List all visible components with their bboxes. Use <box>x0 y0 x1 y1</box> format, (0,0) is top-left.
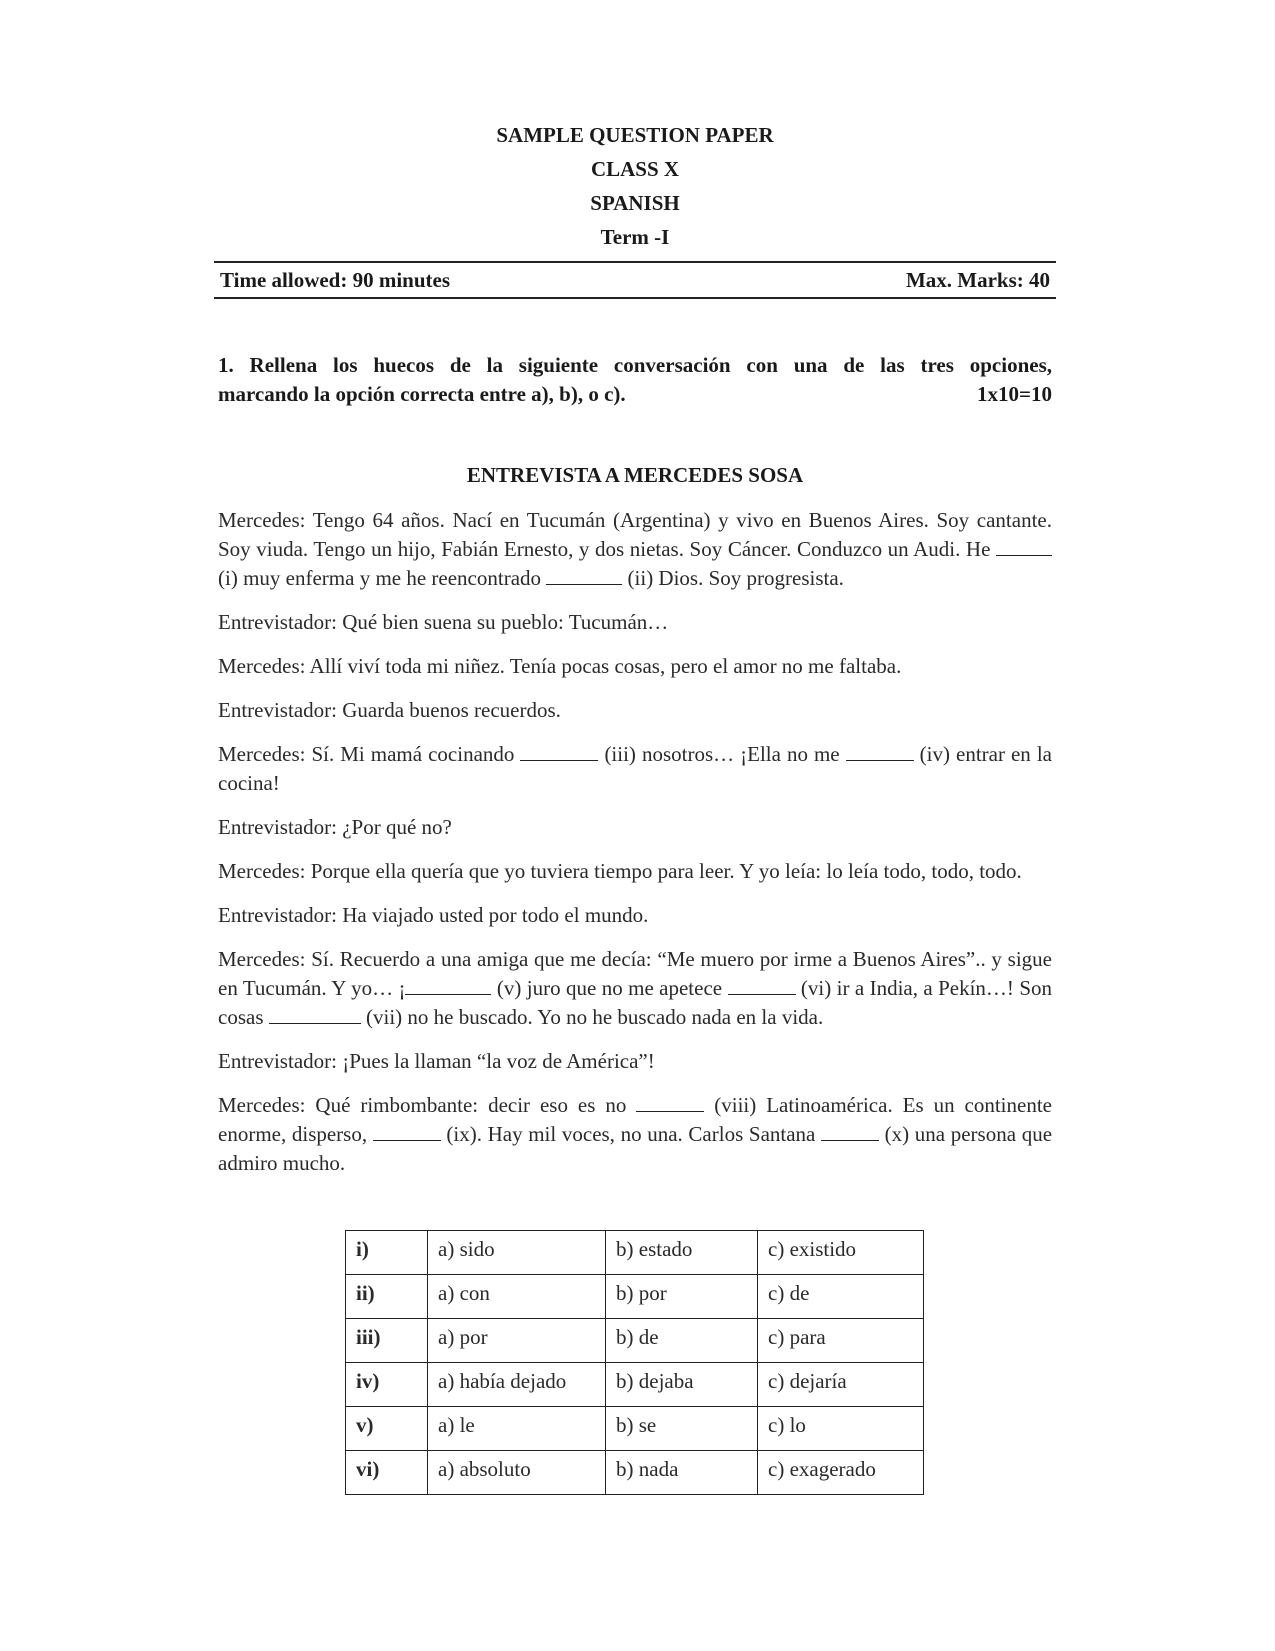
blank-v <box>405 993 491 995</box>
table-row <box>346 1231 924 1275</box>
option-a: a) le <box>428 1407 606 1451</box>
text-segment: (vii) no he buscado. Yo no he buscado nada en la vida. <box>360 1005 824 1029</box>
header-class: CLASS X <box>590 157 680 181</box>
blank-viii <box>636 1110 704 1112</box>
option-c: c) para <box>758 1319 924 1363</box>
options-table <box>345 1230 924 1495</box>
option-number: iii) <box>346 1319 428 1363</box>
option-a: a) absoluto <box>428 1451 606 1495</box>
paragraph <box>218 1091 1052 1178</box>
paragraph: Entrevistador: Qué bien suena su pueblo: Tucumán… <box>218 610 669 634</box>
option-c: c) existido <box>758 1231 924 1275</box>
option-a: a) con <box>428 1275 606 1319</box>
blank-iii <box>520 759 598 761</box>
option-number: v) <box>346 1407 428 1451</box>
option-number: iv) <box>346 1363 428 1407</box>
question-line2 <box>218 380 1052 409</box>
option-c: c) de <box>758 1275 924 1319</box>
option-number: vi) <box>346 1451 428 1495</box>
blank-ii <box>546 583 622 585</box>
table-row <box>346 1319 924 1363</box>
option-number: i) <box>346 1231 428 1275</box>
option-a: a) por <box>428 1319 606 1363</box>
max-marks: Max. Marks: 40 <box>905 267 1050 292</box>
text-segment: (iii) nosotros… ¡Ella no me <box>598 742 846 766</box>
paragraph <box>218 506 1052 593</box>
table-row <box>346 1363 924 1407</box>
table-row <box>346 1407 924 1451</box>
paragraph: Entrevistador: ¿Por qué no? <box>218 815 452 839</box>
header-term: Term -I <box>600 225 670 249</box>
table-row <box>346 1451 924 1495</box>
option-number: ii) <box>346 1275 428 1319</box>
header-subject: SPANISH <box>590 191 680 215</box>
blank-i <box>996 554 1052 556</box>
paper-header <box>214 118 1056 254</box>
text-segment: (ix). Hay mil voces, no una. Carlos Santana <box>440 1122 822 1146</box>
blank-iv <box>846 759 914 761</box>
option-b: b) nada <box>606 1451 758 1495</box>
reading-title: ENTREVISTA A MERCEDES SOSA <box>466 463 804 487</box>
time-allowed: Time allowed: 90 minutes <box>220 267 451 292</box>
option-b: b) por <box>606 1275 758 1319</box>
option-c: c) lo <box>758 1407 924 1451</box>
option-c: c) dejaría <box>758 1363 924 1407</box>
paragraph <box>218 945 1052 1032</box>
paragraph <box>218 740 1052 798</box>
text-segment: Mercedes: Sí. Mi mamá cocinando <box>218 742 521 766</box>
text-segment: (viii) Latinoamérica. Es un continente enorme, disperso, <box>218 1093 1052 1146</box>
text-segment: Mercedes: Tengo 64 años. Nací en Tucumán (Argentina) y vivo en Buenos Aires. Soy cantante. Soy viuda. Tengo un hijo, Fabián Ernesto, y dos nietas. Soy Cáncer. Conduzco un Audi. He <box>218 508 1052 561</box>
paragraph: Entrevistador: Guarda buenos recuerdos. <box>218 698 561 722</box>
text-segment: (vi) ir a India, a Pekín…! Son cosas <box>218 976 1052 1029</box>
blank-vii <box>269 1022 361 1024</box>
option-b: b) se <box>606 1407 758 1451</box>
paragraph: Entrevistador: Ha viajado usted por todo el mundo. <box>218 903 649 927</box>
text-segment: (v) juro que no me apetece <box>491 976 728 1000</box>
question-paper <box>214 118 1056 1481</box>
blank-vi <box>728 993 796 995</box>
text-segment: (iv) entrar en la cocina! <box>218 742 1052 795</box>
paragraph: Entrevistador: ¡Pues la llaman “la voz de América”! <box>218 1049 655 1073</box>
question-score: 1x10=10 <box>977 382 1052 406</box>
question-text-line2: marcando la opción correcta entre a), b), o c). <box>218 382 626 406</box>
option-c: c) exagerado <box>758 1451 924 1495</box>
question-1 <box>214 351 1056 409</box>
header-title: SAMPLE QUESTION PAPER <box>496 123 774 147</box>
text-segment: (i) muy enferma y me he reencontrado <box>218 566 547 590</box>
option-b: b) estado <box>606 1231 758 1275</box>
text-segment: Mercedes: Qué rimbombante: decir eso es no <box>218 1093 637 1117</box>
paragraph: Mercedes: Porque ella quería que yo tuviera tiempo para leer. Y yo leía: lo leía todo, todo, todo. <box>218 859 1022 883</box>
question-text-line1: 1. Rellena los huecos de la siguiente conversación con una de las tres opciones, <box>218 353 1052 377</box>
blank-x <box>821 1139 879 1141</box>
time-marks-bar <box>214 261 1056 299</box>
option-b: b) dejaba <box>606 1363 758 1407</box>
option-a: a) había dejado <box>428 1363 606 1407</box>
blank-ix <box>373 1139 441 1141</box>
table-row <box>346 1275 924 1319</box>
paragraph: Mercedes: Allí viví toda mi niñez. Tenía pocas cosas, pero el amor no me faltaba. <box>218 654 902 678</box>
text-segment: (x) una persona que admiro mucho. <box>218 1122 1053 1175</box>
option-a: a) sido <box>428 1231 606 1275</box>
text-segment: Mercedes: Sí. Recuerdo a una amiga que me decía: “Me muero por irme a Buenos Aires”.. y sigue en Tucumán. Y yo… ¡ <box>218 947 1052 1000</box>
text-segment: (ii) Dios. Soy progresista. <box>622 566 844 590</box>
option-b: b) de <box>606 1319 758 1363</box>
